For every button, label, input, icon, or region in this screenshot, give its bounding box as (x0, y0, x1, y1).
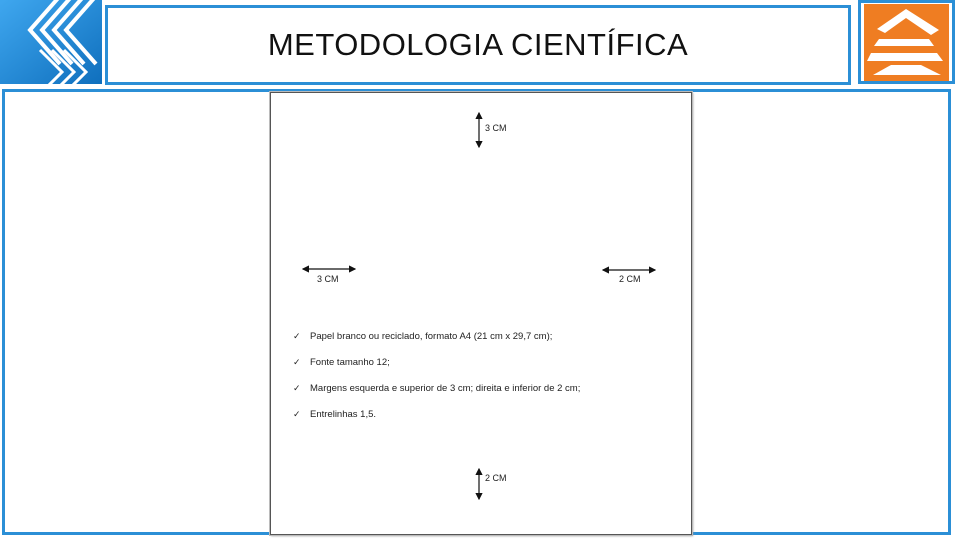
list-item (293, 375, 580, 401)
requirement-text: Entrelinhas 1,5. (310, 408, 377, 420)
left-logo-icon (0, 0, 102, 84)
requirement-text: Papel branco ou reciclado, formato A4 (21 cm x 29,7 cm); (310, 330, 553, 342)
title-box (105, 5, 851, 85)
requirement-text: Fonte tamanho 12; (310, 356, 390, 368)
document-page (270, 92, 692, 535)
list-item (293, 401, 580, 427)
checkmark-icon: ✓ (293, 330, 301, 341)
list-item (293, 323, 580, 349)
checkmark-icon: ✓ (293, 356, 301, 367)
right-logo-icon (858, 0, 955, 84)
requirements-list (293, 323, 580, 427)
left-margin-label: 3 CM (317, 274, 339, 284)
right-margin-label: 2 CM (619, 274, 641, 284)
requirement-text: Margens esquerda e superior de 3 cm; direita e inferior de 2 cm; (310, 382, 581, 394)
checkmark-icon: ✓ (293, 408, 301, 419)
list-item (293, 349, 580, 375)
bottom-margin-label: 2 CM (485, 473, 507, 483)
checkmark-icon: ✓ (293, 382, 301, 393)
page-title: METODOLOGIA CIENTÍFICA (267, 27, 689, 62)
top-margin-label: 3 CM (485, 123, 507, 133)
